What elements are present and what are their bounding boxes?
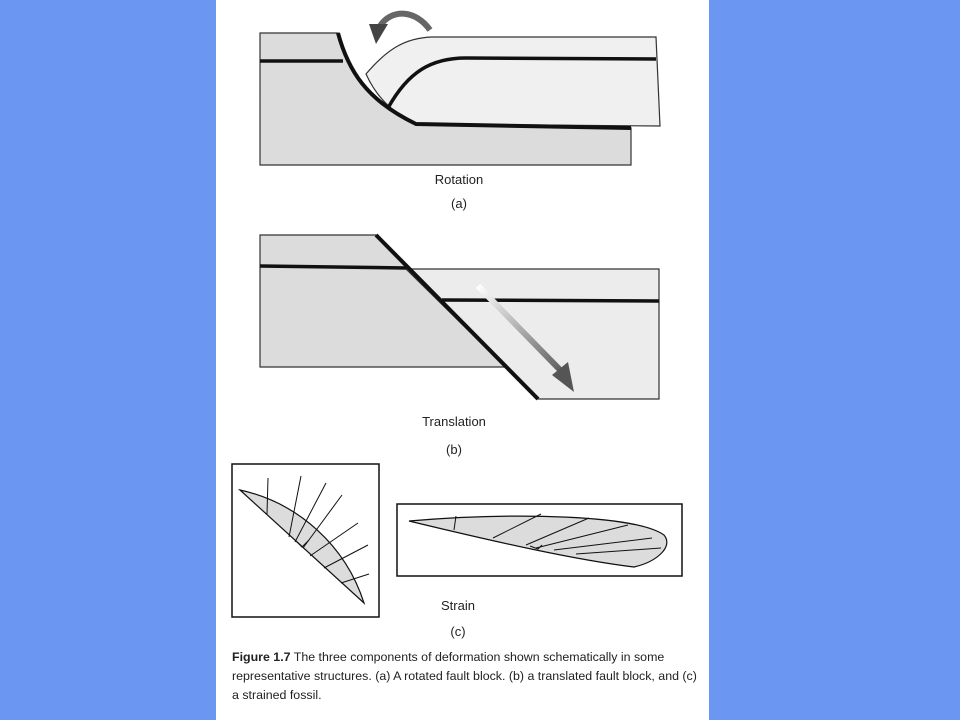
rotation-arrowhead bbox=[369, 24, 388, 44]
strain-panel bbox=[232, 464, 682, 617]
figure-caption-text: The three components of deformation shown schematically in some representative structures. (a) A rotated fault block. (b) a translated fault block, and (c) a strained fossil. bbox=[232, 650, 697, 702]
strain-letter: (c) bbox=[450, 624, 466, 639]
translation-letter: (b) bbox=[446, 442, 462, 457]
rotation-letter: (a) bbox=[451, 196, 467, 211]
translation-marker-bed-right bbox=[442, 300, 659, 301]
translation-marker-bed-left bbox=[260, 266, 406, 268]
figure-number: Figure 1.7 bbox=[232, 650, 291, 664]
rotation-arrow bbox=[380, 14, 430, 30]
figure-page bbox=[216, 0, 709, 720]
rotation-panel bbox=[260, 14, 660, 165]
strain-label: Strain bbox=[441, 598, 475, 613]
figure-caption bbox=[232, 648, 702, 705]
rotation-label: Rotation bbox=[434, 172, 484, 187]
translation-panel bbox=[260, 235, 659, 399]
rotated-block bbox=[366, 37, 660, 126]
translation-label: Translation bbox=[422, 414, 486, 429]
